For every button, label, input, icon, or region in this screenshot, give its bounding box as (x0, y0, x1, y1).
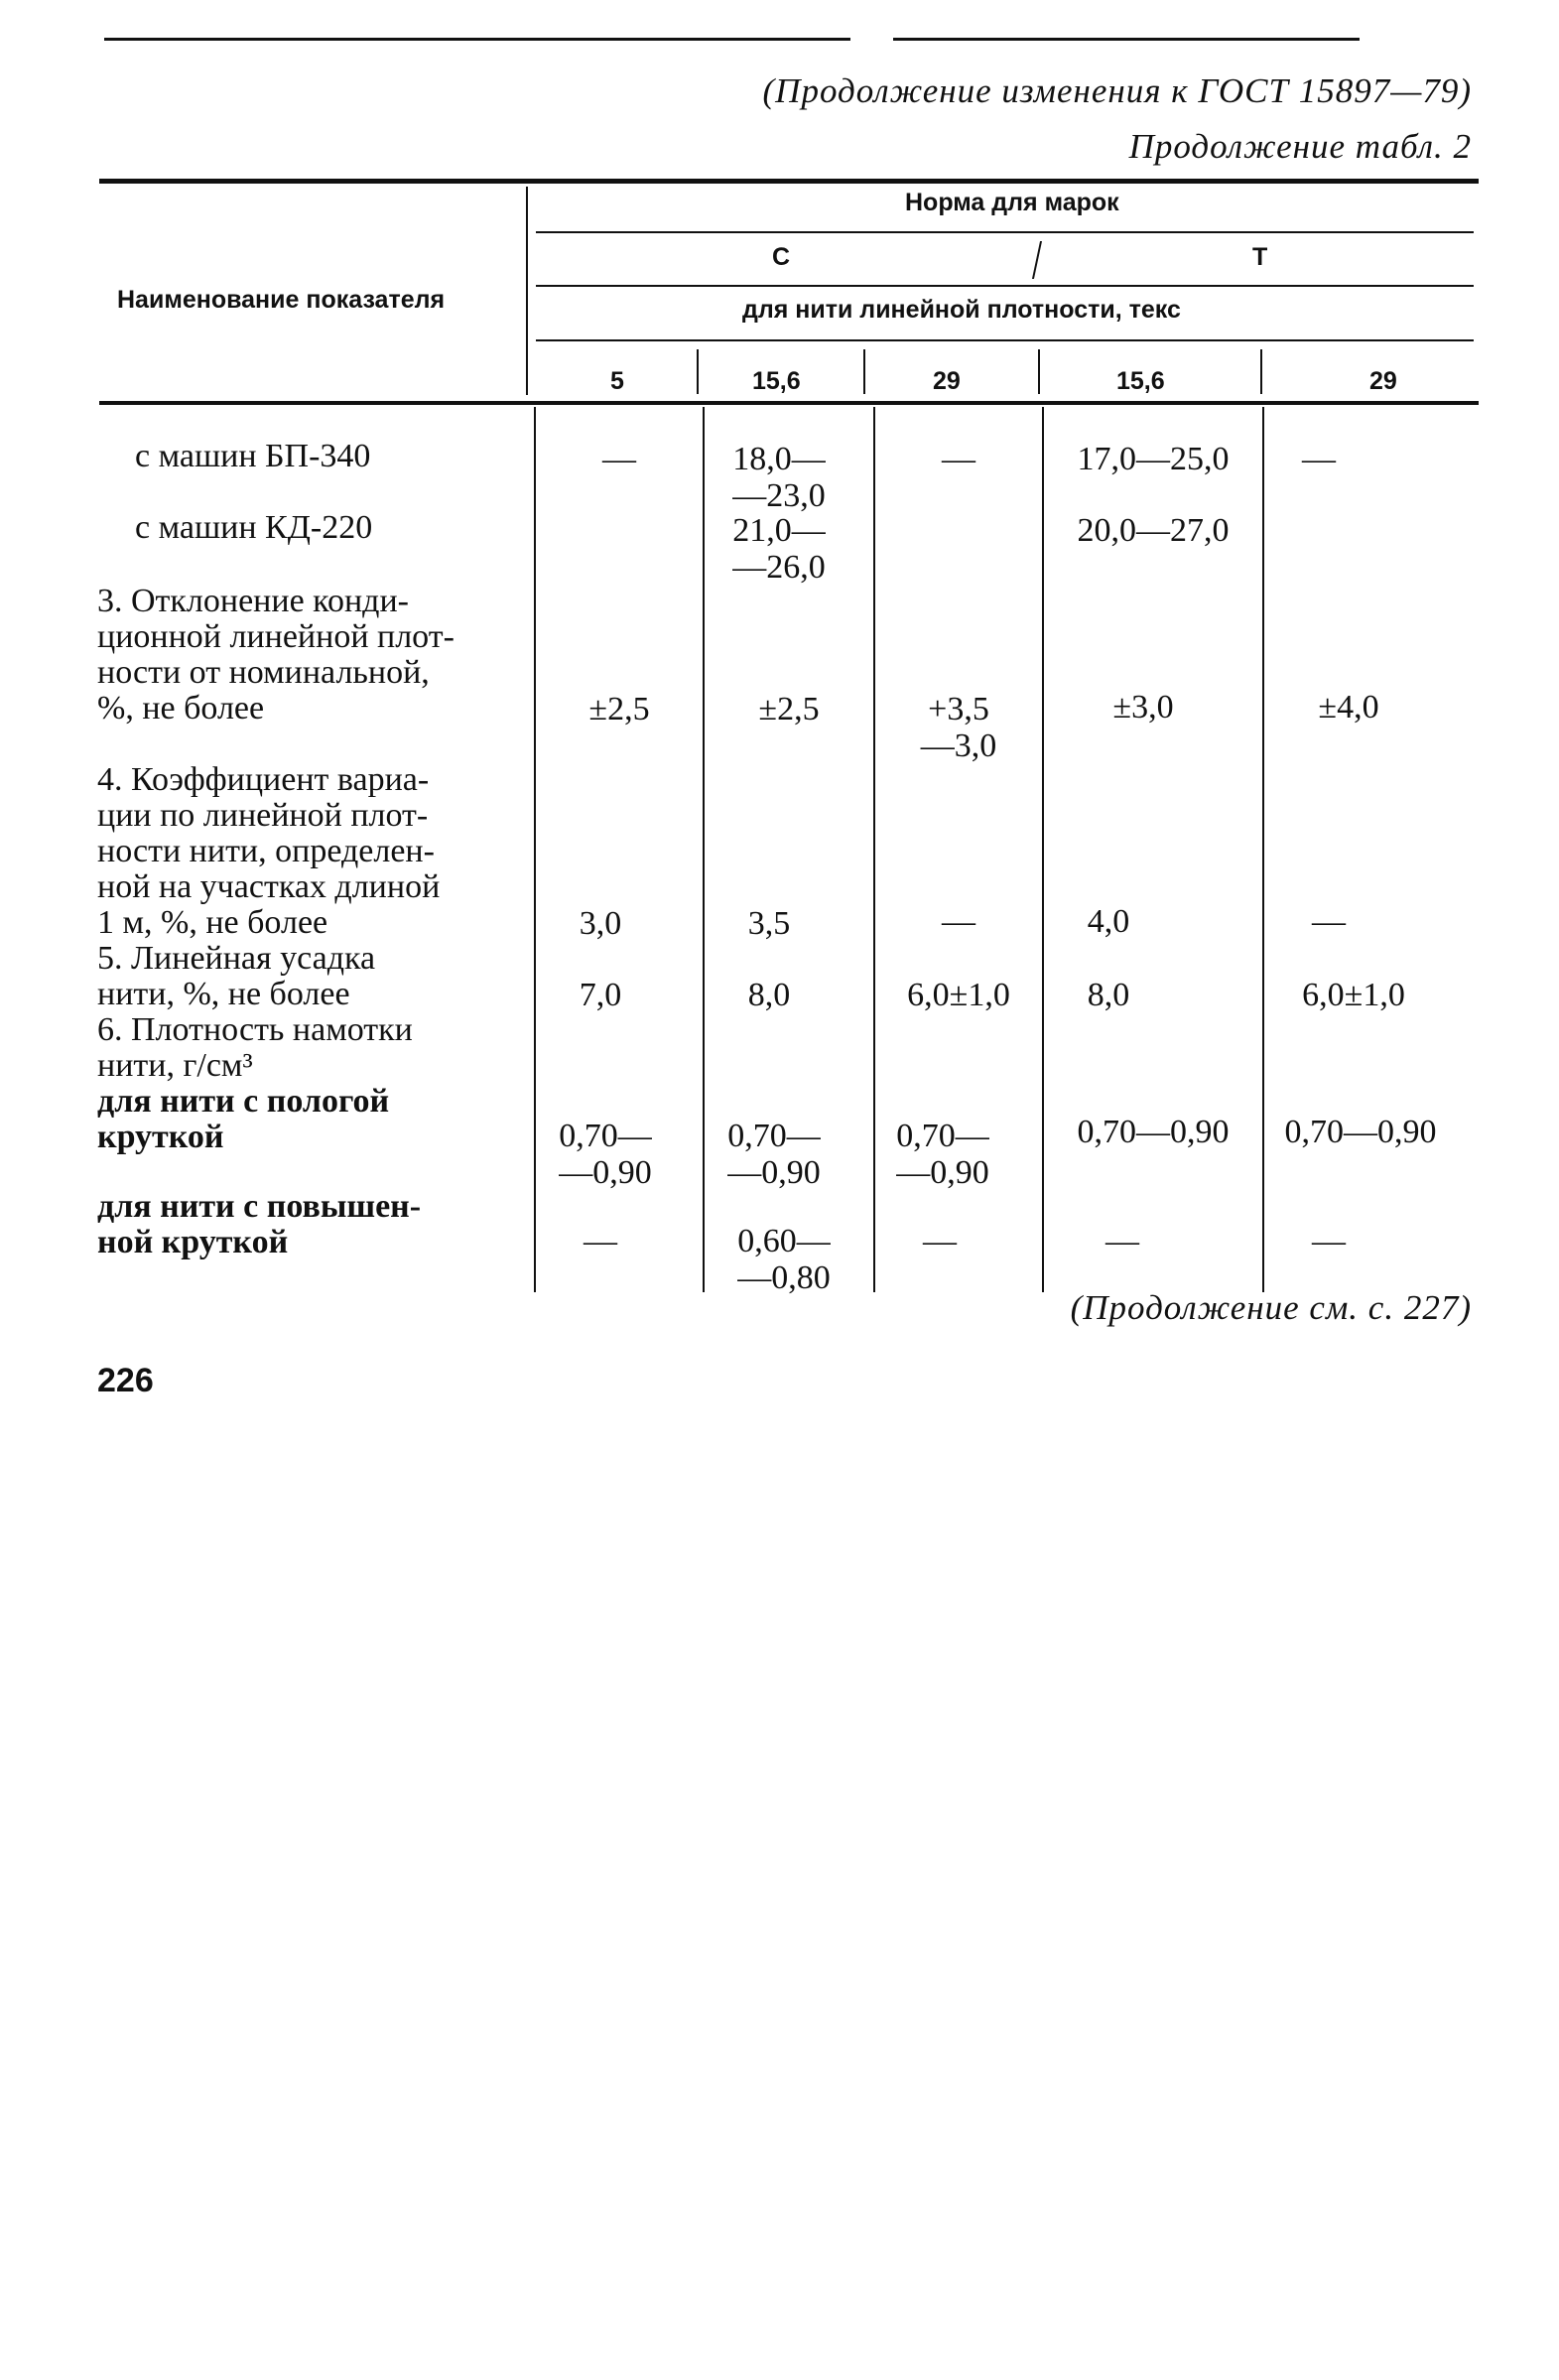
header-col-5: 29 (1369, 367, 1397, 395)
table-cell: 8,0 (1087, 977, 1130, 1013)
table-cell: ±2,5 (758, 691, 820, 727)
row-label: 3. Отклонение конди- ционной линейной плот- ности от номинальной, %, не более (97, 583, 455, 727)
header-indicator: Наименование показателя (117, 286, 446, 314)
table-cell: 18,0— —23,0 (732, 441, 826, 514)
header-col-3: 29 (933, 367, 961, 395)
body-col-divider-2 (873, 407, 875, 1292)
header-col-divider-3 (1038, 349, 1040, 394)
table-cell: ±2,5 (588, 691, 650, 727)
header-col-2: 15,6 (752, 367, 801, 395)
table-cell: 0,70—0,90 (1284, 1114, 1437, 1150)
table-cell: 0,70— —0,90 (896, 1118, 989, 1191)
header-col-divider-2 (863, 349, 865, 394)
table-cell: +3,5 —3,0 (920, 691, 997, 764)
table-cell: 7,0 (579, 977, 622, 1013)
row-label: для нити с пологой круткой (97, 1083, 390, 1155)
table-cell: 0,70—0,90 (1077, 1114, 1230, 1150)
table-cell: — (584, 1223, 617, 1259)
header-rule-1 (536, 231, 1474, 233)
header-col-divider-4 (1260, 349, 1262, 394)
header-col-4: 15,6 (1116, 367, 1165, 395)
table-caption: Продолжение табл. 2 (1128, 127, 1472, 166)
top-rule-left (104, 38, 850, 41)
table-cell: — (1312, 903, 1346, 940)
header-note: (Продолжение изменения к ГОСТ 15897—79) (762, 71, 1472, 110)
table-cell: — (602, 441, 636, 477)
table-cell: 3,5 (747, 905, 791, 942)
header-indicator-divider (526, 187, 528, 395)
table-cell: 0,70— —0,90 (727, 1118, 821, 1191)
table-cell: ±4,0 (1318, 689, 1379, 726)
header-density: для нити линейной плотности, текс (742, 296, 1181, 324)
row-label: с машин БП-340 (135, 438, 371, 474)
grade-divider (1032, 241, 1042, 279)
table-header-bottom-rule (99, 401, 1479, 405)
top-rule-right (893, 38, 1360, 41)
table-cell: — (1105, 1223, 1139, 1259)
table-cell: 3,0 (579, 905, 622, 942)
table-top-rule (99, 179, 1479, 184)
table-cell: ±3,0 (1112, 689, 1174, 726)
table-cell: — (1302, 441, 1336, 477)
row-label: 4. Коэффициент вариа- ции по линейной плот- ности нити, определен- ной на участках длиной 1 м, %, не более (97, 761, 441, 941)
table-cell: 20,0—27,0 (1077, 512, 1230, 549)
table-cell: — (923, 1223, 957, 1259)
table-cell: — (942, 441, 975, 477)
table-cell: 17,0—25,0 (1077, 441, 1230, 477)
table-cell: — (1312, 1223, 1346, 1259)
body-col-divider-0 (534, 407, 536, 1292)
header-col-1: 5 (610, 367, 624, 395)
table-cell: — (942, 903, 975, 940)
header-rule-3 (536, 339, 1474, 341)
row-label: для нити с повышен- ной круткой (97, 1188, 422, 1260)
table-cell: 0,60— —0,80 (737, 1223, 831, 1296)
row-label: 5. Линейная усадка нити, %, не более (97, 940, 376, 1012)
table-cell: 6,0±1,0 (1302, 977, 1405, 1013)
table-cell: 6,0±1,0 (907, 977, 1010, 1013)
header-rule-2 (536, 285, 1474, 287)
header-grade-t: Т (1252, 243, 1268, 271)
table-cell: 0,70— —0,90 (559, 1118, 652, 1191)
footer-note: (Продолжение см. с. 227) (1070, 1288, 1472, 1327)
row-label: 6. Плотность намотки нити, г/см³ (97, 1011, 413, 1084)
header-norm: Норма для марок (905, 189, 1119, 216)
row-label: с машин КД-220 (135, 509, 373, 546)
table-cell: 8,0 (747, 977, 791, 1013)
table-cell: 21,0— —26,0 (732, 512, 826, 586)
header-col-divider-1 (697, 349, 699, 394)
header-grade-c: С (772, 243, 791, 271)
body-col-divider-4 (1262, 407, 1264, 1292)
page-number: 226 (97, 1362, 154, 1399)
table-cell: 4,0 (1087, 903, 1130, 940)
